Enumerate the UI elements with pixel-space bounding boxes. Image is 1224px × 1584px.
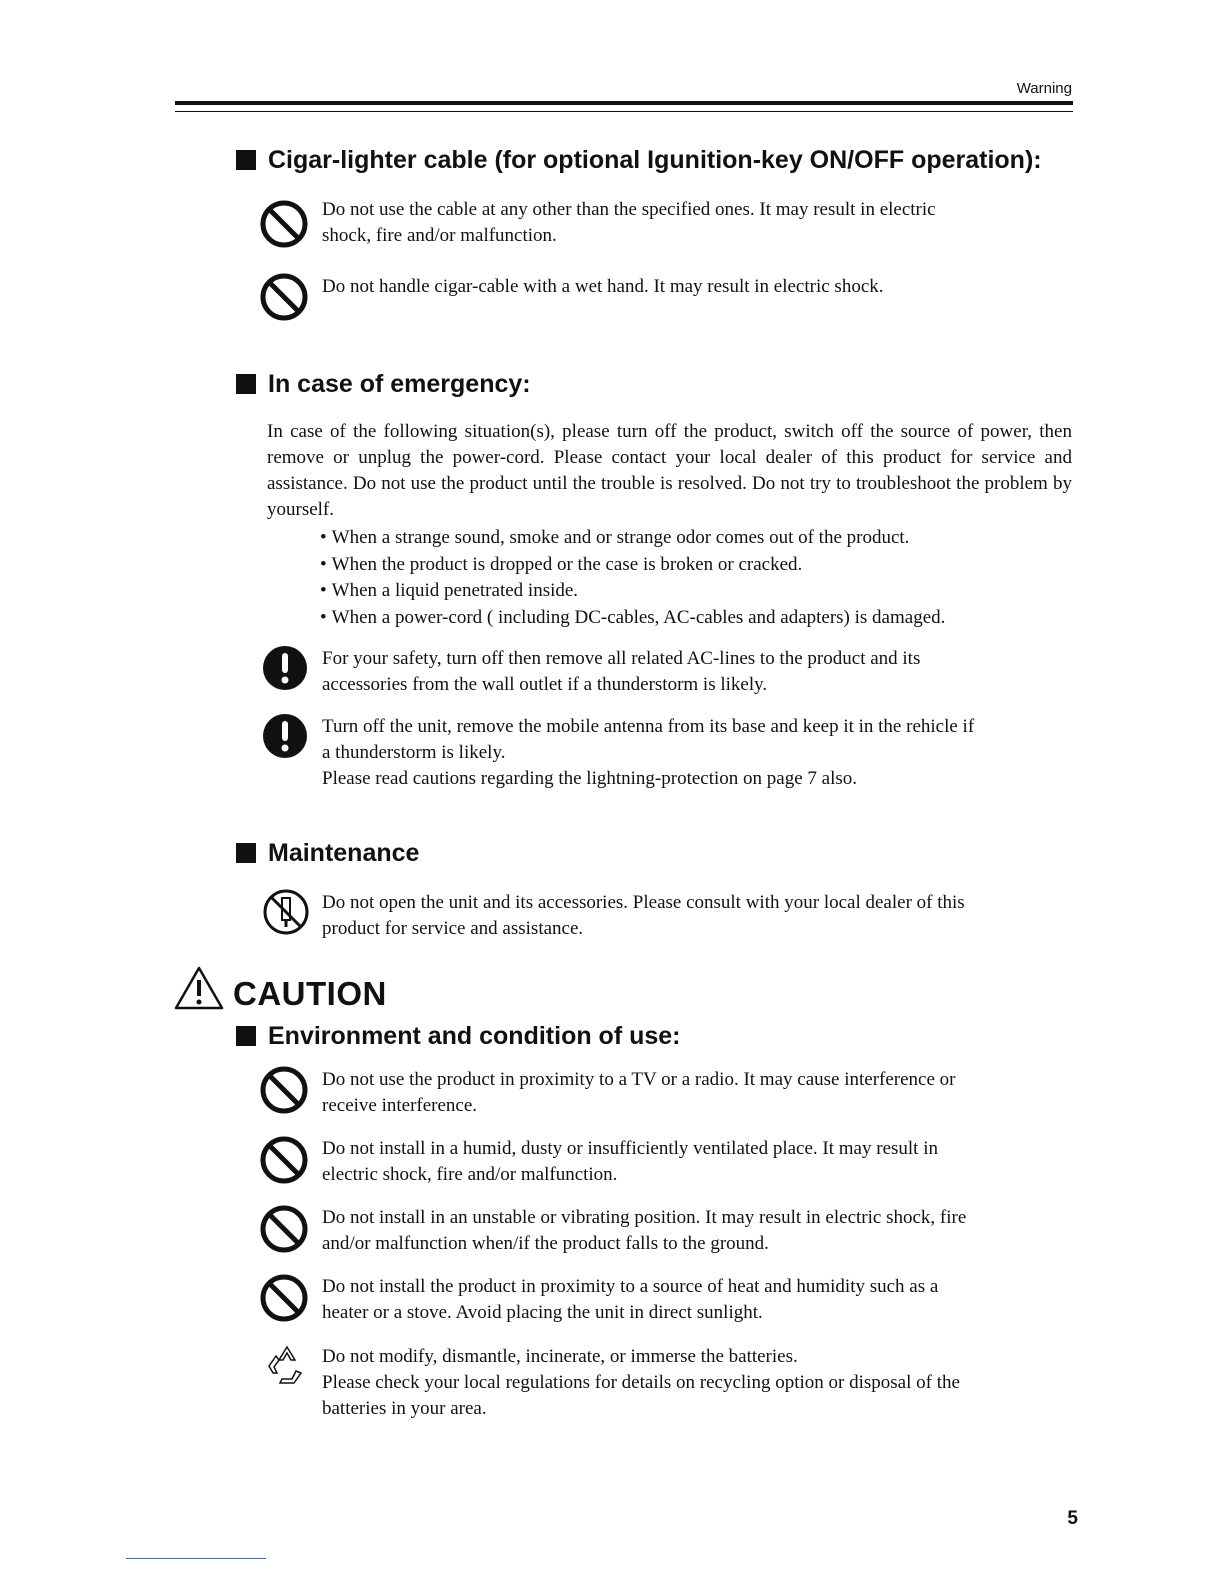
list-item: • When a liquid penetrated inside. <box>320 578 945 605</box>
prohibition-icon <box>257 1133 311 1187</box>
recycle-icon <box>265 1343 309 1387</box>
heading-square-icon <box>236 374 256 394</box>
section-heading-environment: Environment and condition of use: <box>236 1022 681 1051</box>
caution-text: Do not use the product in proximity to a TV or a radio. It may cause interference or receive interference. <box>322 1069 956 1116</box>
prohibition-icon <box>257 270 311 324</box>
heading-square-icon <box>236 843 256 863</box>
caution-text: Do not install in a humid, dusty or insufficiently ventilated place. It may result in electric shock, fire and/or malfunction. <box>322 1138 938 1185</box>
header-rule-thick <box>175 101 1073 105</box>
caution-text: Do not install the product in proximity to a source of heat and humidity such as a heater or a stove. Avoid placing the unit in direct sunlight. <box>322 1276 939 1323</box>
caution-triangle-icon <box>173 965 225 1011</box>
list-item: • When the product is dropped or the case is broken or cracked. <box>320 552 945 579</box>
footer-line <box>126 1558 266 1559</box>
list-item: • When a power-cord ( including DC-cables, AC-cables and adapters) is damaged. <box>320 605 945 632</box>
heading-square-icon <box>236 1026 256 1046</box>
warning-text: For your safety, turn off then remove all related AC-lines to the product and its accessories from the wall outlet if a thunderstorm is likely. <box>322 648 921 695</box>
warning-text: Turn off the unit, remove the mobile antenna from its base and keep it in the rehicle if a thunderstorm is likely. Please read cautions regarding the lightning-protection on page 7 also. <box>322 716 975 789</box>
warning-text: Do not open the unit and its accessories. Please consult with your local dealer of this product for service and assistance. <box>322 892 965 939</box>
prohibition-icon <box>257 1202 311 1256</box>
heading-square-icon <box>236 150 256 170</box>
mandatory-action-icon <box>261 644 309 692</box>
section-heading-emergency: In case of emergency: <box>236 370 531 399</box>
do-not-disassemble-icon <box>260 886 312 938</box>
running-header: Warning <box>1016 80 1072 97</box>
emergency-intro-text: In case of the following situation(s), please turn off the product, switch off the source of power, then remove or unplug the power-cord. Please contact your local dealer of this product for service and assistance. Do not use the product until the trouble is resolved. Do not try to troubleshoot the problem by yourself. <box>267 421 1072 520</box>
caution-title: CAUTION <box>233 975 387 1012</box>
mandatory-action-icon <box>261 712 309 760</box>
section-heading-cigar: Cigar-lighter cable (for optional Igunition-key ON/OFF operation): <box>236 146 1042 175</box>
page-number: 5 <box>1067 1508 1078 1529</box>
caution-text: Do not modify, dismantle, incinerate, or immerse the batteries. Please check your local regulations for details on recycling option or disposal of the batteries in your area. <box>322 1346 960 1419</box>
list-item: • When a strange sound, smoke and or strange odor comes out of the product. <box>320 525 945 552</box>
prohibition-icon <box>257 1271 311 1325</box>
warning-text: Do not use the cable at any other than the specified ones. It may result in electric shock, fire and/or malfunction. <box>322 199 936 246</box>
warning-text: Do not handle cigar-cable with a wet hand. It may result in electric shock. <box>322 276 884 297</box>
prohibition-icon <box>257 1063 311 1117</box>
section-heading-maintenance: Maintenance <box>236 839 419 868</box>
emergency-bullet-list <box>320 525 945 631</box>
header-rule-thin <box>175 111 1073 112</box>
prohibition-icon <box>257 197 311 251</box>
caution-text: Do not install in an unstable or vibrating position. It may result in electric shock, fire and/or malfunction when/if the product falls to the ground. <box>322 1207 967 1254</box>
